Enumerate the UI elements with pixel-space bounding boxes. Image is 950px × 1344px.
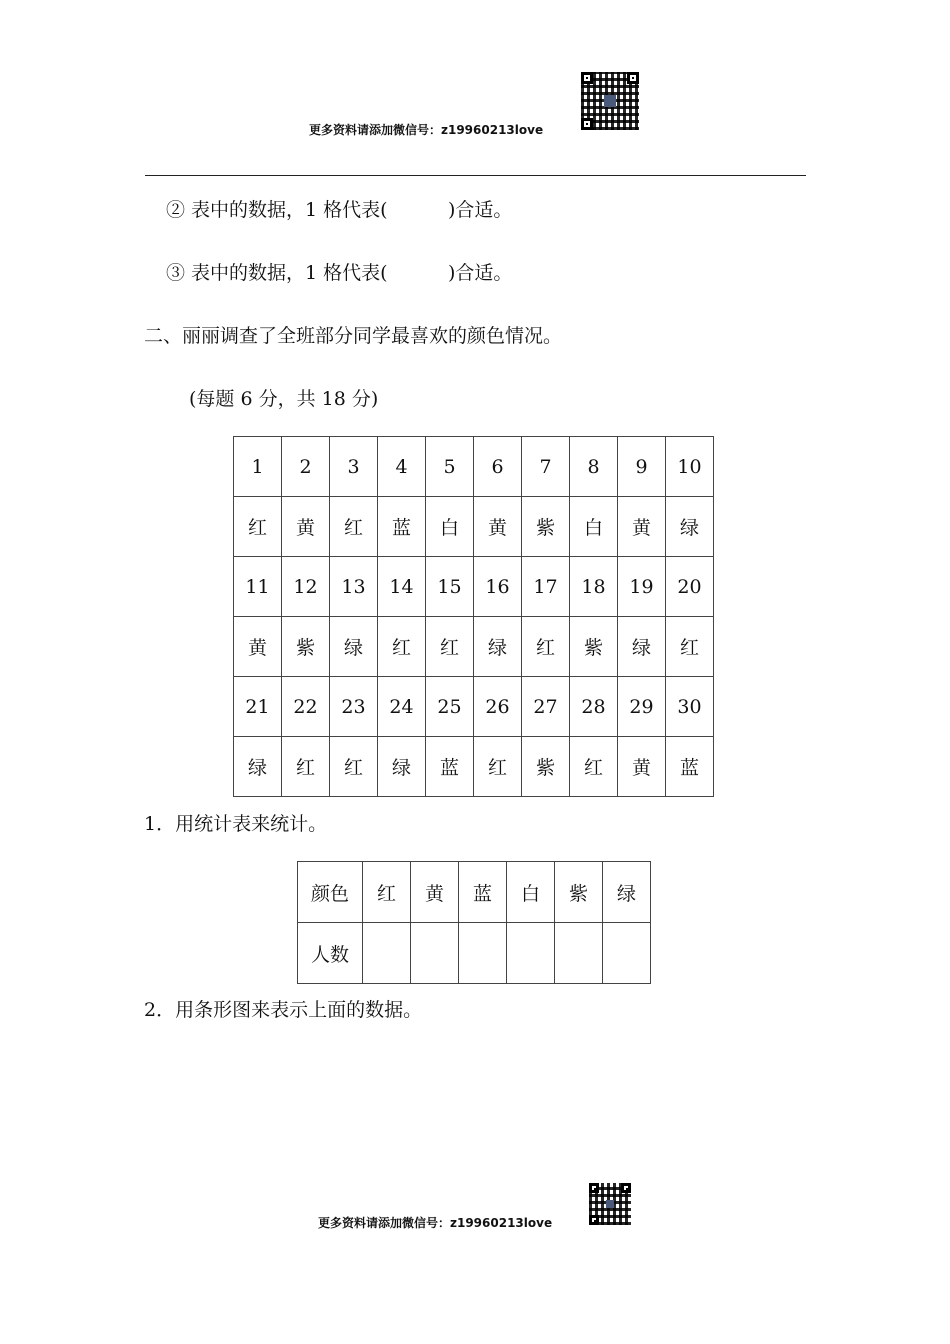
survey-cell: 黄 [618,497,666,557]
survey-cell: 13 [330,557,378,617]
survey-cell: 14 [378,557,426,617]
survey-cell: 9 [618,437,666,497]
survey-cell: 蓝 [378,497,426,557]
survey-cell: 11 [234,557,282,617]
survey-cell: 28 [570,677,618,737]
survey-cell: 红 [282,737,330,797]
survey-cell: 21 [234,677,282,737]
survey-cell: 20 [666,557,714,617]
tally-count-cell[interactable] [603,923,651,984]
survey-cell: 6 [474,437,522,497]
question-2: ② 表中的数据，1 格代表( )合适。 [166,199,513,221]
question-3: ③ 表中的数据，1 格代表( )合适。 [166,262,513,284]
tally-color-cell: 绿 [603,862,651,923]
survey-cell: 16 [474,557,522,617]
survey-cell: 红 [378,617,426,677]
survey-cell: 绿 [618,617,666,677]
survey-cell: 红 [474,737,522,797]
tally-color-cell: 红 [363,862,411,923]
header-divider [145,175,806,176]
survey-cell: 红 [522,617,570,677]
survey-cell: 15 [426,557,474,617]
tally-count-cell[interactable] [411,923,459,984]
survey-row [234,737,714,797]
survey-cell: 黄 [618,737,666,797]
survey-row [234,557,714,617]
survey-cell: 紫 [522,737,570,797]
footer-wechat-text: 更多资料请添加微信号：z19960213love [318,1216,553,1230]
survey-cell: 绿 [234,737,282,797]
survey-cell: 白 [570,497,618,557]
survey-cell: 1 [234,437,282,497]
tally-color-cell: 黄 [411,862,459,923]
survey-cell: 黄 [282,497,330,557]
survey-row [234,677,714,737]
survey-cell: 白 [426,497,474,557]
survey-cell: 黄 [234,617,282,677]
section-score: (每题 6 分，共 18 分) [189,388,379,410]
survey-cell: 8 [570,437,618,497]
survey-cell: 绿 [474,617,522,677]
task-2: 2．用条形图来表示上面的数据。 [144,999,423,1021]
survey-cell: 10 [666,437,714,497]
survey-cell: 红 [330,497,378,557]
tally-row-label: 人数 [298,923,363,984]
section-title: 二、丽丽调查了全班部分同学最喜欢的颜色情况。 [144,325,563,347]
survey-cell: 紫 [282,617,330,677]
tally-color-cell: 蓝 [459,862,507,923]
survey-row [234,617,714,677]
survey-cell: 黄 [474,497,522,557]
survey-cell: 紫 [570,617,618,677]
survey-cell: 红 [666,617,714,677]
survey-cell: 蓝 [666,737,714,797]
survey-row [234,497,714,557]
tally-count-cell[interactable] [507,923,555,984]
survey-cell: 24 [378,677,426,737]
tally-count-row [298,923,651,984]
survey-cell: 22 [282,677,330,737]
survey-cell: 红 [234,497,282,557]
survey-cell: 17 [522,557,570,617]
task-1: 1．用统计表来统计。 [144,813,328,835]
survey-cell: 紫 [522,497,570,557]
survey-cell: 绿 [378,737,426,797]
survey-cell: 3 [330,437,378,497]
survey-cell: 25 [426,677,474,737]
survey-cell: 19 [618,557,666,617]
survey-cell: 30 [666,677,714,737]
header-wechat-text: 更多资料请添加微信号：z19960213love [309,123,544,137]
survey-cell: 18 [570,557,618,617]
qr-code-icon [589,1183,631,1225]
tally-table [297,861,651,984]
tally-count-cell[interactable] [363,923,411,984]
survey-cell: 29 [618,677,666,737]
tally-header-row [298,862,651,923]
survey-cell: 2 [282,437,330,497]
survey-cell: 红 [330,737,378,797]
survey-cell: 12 [282,557,330,617]
survey-cell: 绿 [666,497,714,557]
tally-color-cell: 白 [507,862,555,923]
survey-cell: 4 [378,437,426,497]
survey-cell: 27 [522,677,570,737]
survey-cell: 26 [474,677,522,737]
survey-cell: 7 [522,437,570,497]
tally-count-cell[interactable] [555,923,603,984]
tally-color-cell: 紫 [555,862,603,923]
tally-header-label: 颜色 [298,862,363,923]
survey-cell: 红 [570,737,618,797]
survey-row [234,437,714,497]
survey-cell: 蓝 [426,737,474,797]
qr-code-icon [581,72,639,130]
tally-count-cell[interactable] [459,923,507,984]
survey-cell: 绿 [330,617,378,677]
survey-cell: 23 [330,677,378,737]
survey-table [233,436,714,797]
survey-cell: 5 [426,437,474,497]
survey-cell: 红 [426,617,474,677]
